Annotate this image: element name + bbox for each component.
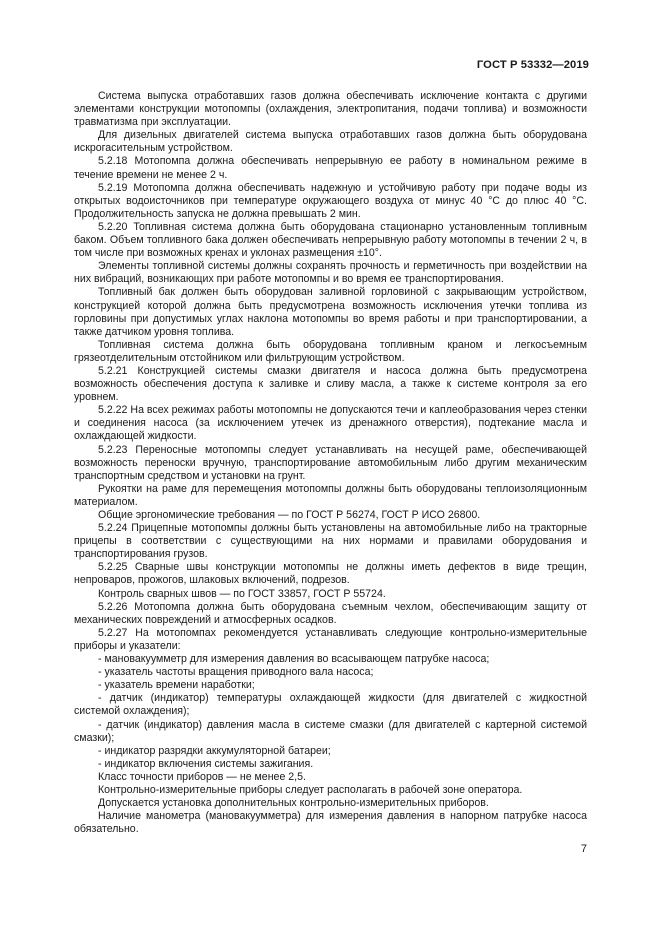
paragraph-5-2-27: 5.2.27 На мотопомпах рекомендуется устанавливать следующие контрольно-измерительные приборы и указатели: bbox=[74, 626, 587, 652]
paragraph-5-2-21: 5.2.21 Конструкцией системы смазки двигателя и насоса должна быть предусмотрена возможность обеспечения доступа к заливке и сливу масла, а также к системе контроля за его уровнем. bbox=[74, 364, 587, 404]
paragraph-fuel-elements: Элементы топливной системы должны сохранять прочность и герметичность при воздействии на них вибраций, возникающих при работе мотопомпы и во время ее транспортирования. bbox=[74, 260, 587, 286]
document-body bbox=[74, 90, 587, 836]
list-item-oil-pressure-sensor: - датчик (индикатор) давления масла в системе смазки (для двигателей с картерной системой смазки); bbox=[74, 718, 587, 744]
paragraph-5-2-24: 5.2.24 Прицепные мотопомпы должны быть установлены на автомобильные либо на тракторные прицепы в соответствии с существующими на них нормами и правилами оборудования и транспортирования грузов. bbox=[74, 522, 587, 561]
paragraph-instrument-location: Контрольно-измерительные приборы следует располагать в рабочей зоне оператора. bbox=[98, 783, 523, 796]
paragraph-5-2-26: 5.2.26 Мотопомпа должна быть оборудована съемным чехлом, обеспечивающим защиту от механических повреждений и атмосферных осадков. bbox=[74, 600, 587, 626]
list-item-vacuum-gauge: - мановакуумметр для измерения давления во всасывающем патрубке насоса; bbox=[98, 653, 490, 666]
paragraph-ergonomics: Общие эргономические требования — по ГОСТ Р 56274, ГОСТ Р ИСО 26800. bbox=[98, 509, 481, 521]
paragraph-exhaust-system: Система выпуска отработавших газов должна обеспечивать исключение контакта с другими элементами конструкции мотопомпы (охлаждения, электропитания, подачи топлива) и возможности травматизма при эксплуатации. bbox=[74, 90, 587, 129]
paragraph-diesel-spark-arrester: Для дизельных двигателей система выпуска отработавших газов должна быть оборудована искрогасительным устройством. bbox=[74, 129, 587, 155]
paragraph-5-2-19: 5.2.19 Мотопомпа должна обеспечивать надежную и устойчивую работу при подаче воды из открытых водоисточников при температуре окружающего воздуха от минус 40 °С до плюс 40 °С. Продолжительность запуска не должна превышать 2 мин. bbox=[74, 181, 587, 220]
document-header-standard-id: ГОСТ Р 53332—2019 bbox=[476, 59, 589, 71]
paragraph-fuel-tank: Топливный бак должен быть оборудован заливной горловиной с закрывающим устройством, конструкцией которой должна быть предусмотрена возможность исключения утечки топлива из горловины при допустимых углах наклона мотопомпы во время работы и при транспортировании, а также датчиком уровня топлива. bbox=[74, 286, 587, 338]
list-item-coolant-temp-sensor: - датчик (индикатор) температуры охлаждающей жидкости (для двигателей с жидкостной системой охлаждения); bbox=[74, 692, 587, 718]
paragraph-weld-control: Контроль сварных швов — по ГОСТ 33857, ГОСТ Р 55724. bbox=[98, 587, 386, 600]
paragraph-additional-instruments: Допускается установка дополнительных контрольно-измерительных приборов. bbox=[98, 797, 489, 810]
paragraph-manometer-required: Наличие манометра (мановакуумметра) для измерения давления в напорном патрубке насоса обязательно. bbox=[74, 810, 587, 836]
paragraph-5-2-25: 5.2.25 Сварные швы конструкции мотопомпы не должны иметь дефектов в виде трещин, непроваров, прожогов, шлаковых включений, подрезов. bbox=[74, 561, 587, 587]
paragraph-fuel-valve: Топливная система должна быть оборудована топливным краном и легкосъемным грязеотделительным отстойником или фильтрующим устройством. bbox=[74, 338, 587, 364]
page-number: 7 bbox=[580, 843, 587, 855]
paragraph-5-2-18: 5.2.18 Мотопомпа должна обеспечивать непрерывную ее работу в номинальном режиме в течение времени не менее 2 ч. bbox=[74, 155, 587, 181]
list-item-battery-indicator: - индикатор разрядки аккумуляторной батареи; bbox=[98, 744, 331, 757]
list-item-speed-indicator: - указатель частоты вращения приводного вала насоса; bbox=[98, 666, 374, 679]
paragraph-5-2-22: 5.2.22 На всех режимах работы мотопомпы не допускаются течи и каплеобразования через стенки и соединения насоса (за исключением утечек из дренажного отверстия), подтекание масла и охлаждающей жидкости. bbox=[74, 404, 587, 443]
paragraph-handles: Рукоятки на раме для перемещения мотопомпы должны быть оборудованы теплоизоляционным материалом. bbox=[74, 482, 587, 508]
paragraph-5-2-23: 5.2.23 Переносные мотопомпы следует устанавливать на несущей раме, обеспечивающей возможность переноски вручную, транспортирование автомобильным либо другим механическим транспортным средством и установки на грунт. bbox=[74, 443, 587, 482]
list-item-hours-indicator: - указатель времени наработки; bbox=[98, 679, 255, 692]
paragraph-accuracy-class: Класс точности приборов — не менее 2,5. bbox=[98, 770, 306, 783]
paragraph-5-2-20: 5.2.20 Топливная система должна быть оборудована стационарно установленным топливным баком. Объем топливного бака должен обеспечивать непрерывную работу мотопомпы в течении 2 ч, в том числе при возможных кренах и уклонах размещения ±10°. bbox=[74, 220, 587, 260]
list-item-ignition-indicator: - индикатор включения системы зажигания. bbox=[98, 757, 314, 770]
